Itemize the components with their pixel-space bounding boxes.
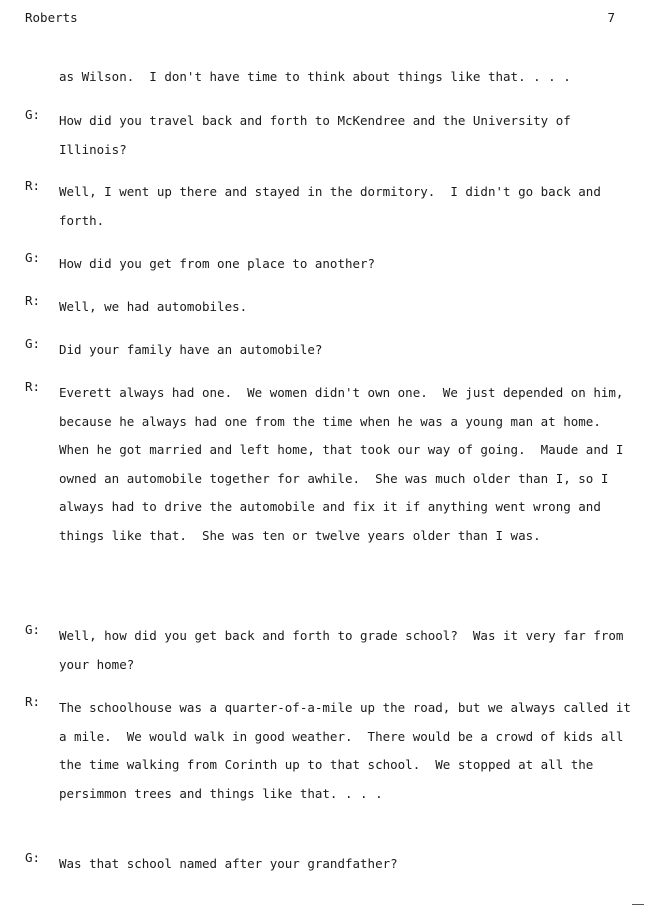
continuation-text: as Wilson. I don't have time to think about things like that. . . . (59, 69, 571, 84)
utterance: The schoolhouse was a quarter-of-a-mile up the road, but we always called it a mile. We would walk in good weather. There would be a crowd of kids all the time walking from Corinth up to that school. We stopped at all the persimmon trees and things like that. . . . (59, 700, 639, 801)
speaker-label: R: (25, 694, 41, 709)
speaker-label: G: (25, 250, 41, 265)
utterance: Everett always had one. We women didn't own one. We just depended on him, because he always had one from the time when he was a young man at home. When he got married and left home, that took our way of going. Maude and I owned an automobile together for awhile. She was much older than I, so I always had to drive the automobile and fix it if anything went wrong and things like that. She was ten or twelve years older than I was. (59, 385, 631, 543)
speaker-label: R: (25, 293, 41, 308)
speaker-label: G: (25, 850, 41, 865)
scan-mark (632, 904, 644, 905)
utterance: Well, we had automobiles. (59, 299, 248, 314)
speaker-label: R: (25, 379, 41, 394)
page-number: 7 (607, 10, 615, 25)
header-name: Roberts (25, 10, 78, 25)
utterance: How did you get from one place to another? (59, 256, 376, 271)
utterance: Well, how did you get back and forth to grade school? Was it very far from your home? (59, 628, 631, 672)
speaker-label: G: (25, 622, 41, 637)
utterance: Did your family have an automobile? (59, 342, 323, 357)
speaker-label: G: (25, 336, 41, 351)
speaker-label: G: (25, 107, 41, 122)
utterance: Was that school named after your grandfather? (59, 856, 398, 871)
speaker-label: R: (25, 178, 41, 193)
utterance: How did you travel back and forth to McKendree and the University of Illinois? (59, 113, 579, 157)
utterance: Well, I went up there and stayed in the dormitory. I didn't go back and forth. (59, 184, 609, 228)
